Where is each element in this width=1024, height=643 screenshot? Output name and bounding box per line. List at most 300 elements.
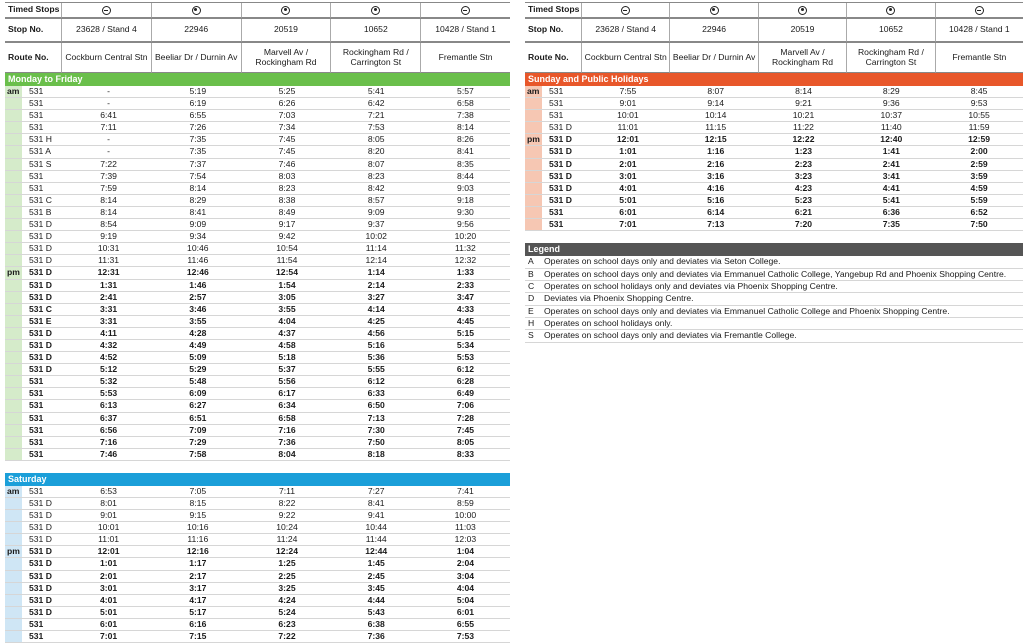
departure-time: 3:46 <box>189 303 207 314</box>
table-row <box>5 243 510 255</box>
departure-time: 7:22 <box>100 158 117 169</box>
departure-time: 8:03 <box>278 170 296 181</box>
period-label: pm <box>7 546 20 557</box>
timed-stops-row <box>525 2 1023 18</box>
stop-number: 23628 / Stand 4 <box>61 19 151 42</box>
route-number: 531 D <box>549 194 572 205</box>
departure-time: 2:04 <box>456 558 475 569</box>
period-label <box>5 98 25 109</box>
period-label <box>5 619 25 630</box>
timed-stop-icon <box>192 6 201 15</box>
legend-text: Operates on school days only and deviates via Emmanuel Catholic College, Yangebup Rd and Phoenix Shopping Centre. <box>544 268 1007 279</box>
stop-icon-cell <box>758 3 846 18</box>
departure-time: 7:06 <box>456 400 475 411</box>
route-number: 531 D <box>549 122 572 133</box>
route-number: 531 E <box>29 315 52 326</box>
departure-time: 7:27 <box>367 485 385 496</box>
stop-icon-cell <box>61 3 151 18</box>
weekday-saturday-panel <box>5 2 510 643</box>
period-label <box>5 159 25 170</box>
legend-title: Legend <box>525 243 1023 256</box>
departure-time: 8:07 <box>367 158 385 169</box>
departure-time: 1:54 <box>278 279 296 290</box>
departure-time: 3:45 <box>367 582 385 593</box>
legend-key: C <box>528 280 535 291</box>
departure-time: 5:16 <box>707 194 725 205</box>
departure-time: 8:20 <box>367 146 385 157</box>
departure-time: 8:49 <box>278 206 296 217</box>
departure-time: 4:28 <box>189 327 207 338</box>
departure-time: 6:55 <box>456 618 475 629</box>
route-number: 531 D <box>29 255 52 266</box>
table-row <box>525 219 1023 231</box>
table-row <box>5 267 510 279</box>
table-row <box>5 146 510 158</box>
period-label <box>5 388 25 399</box>
table-row <box>5 122 510 134</box>
departure-time: 6:27 <box>189 400 207 411</box>
departure-time: 1:16 <box>707 146 725 157</box>
departure-time: 11:14 <box>365 243 387 254</box>
route-number: 531 D <box>29 606 52 617</box>
departure-time: 4:23 <box>794 182 813 193</box>
period-label <box>525 146 545 157</box>
departure-time: - <box>107 86 111 96</box>
departure-time: 5:17 <box>189 606 207 617</box>
stop-no-label: Stop No. <box>5 19 61 42</box>
departure-time: 10:20 <box>454 231 477 242</box>
departure-time: 11:01 <box>98 534 120 545</box>
departure-time: 7:37 <box>189 158 207 169</box>
stop-number: 22946 <box>151 19 241 42</box>
departure-time: 3:55 <box>278 303 296 314</box>
departure-time: 10:01 <box>617 110 639 121</box>
period-label <box>5 328 25 339</box>
departure-time: 4:45 <box>456 315 475 326</box>
table-row <box>5 340 510 352</box>
period-label: pm <box>527 134 540 145</box>
departure-time: 8:23 <box>278 182 296 193</box>
departure-time: 9:01 <box>619 98 637 109</box>
departure-time: 7:38 <box>457 110 474 121</box>
departure-time: 7:58 <box>189 448 207 459</box>
departure-time: 9:36 <box>882 98 900 109</box>
departure-time: 6:01 <box>100 618 118 629</box>
departure-time: 6:58 <box>278 412 296 423</box>
period-label: am <box>7 485 20 496</box>
legend-text: Operates on school days only and deviates via Seton College. <box>544 256 781 267</box>
departure-time: 1:14 <box>367 267 385 278</box>
stop-icon-cell <box>581 3 669 18</box>
departure-time: 4:24 <box>278 594 296 605</box>
table-row <box>5 134 510 146</box>
departure-time: 2:00 <box>970 146 988 157</box>
stop-number: 20519 <box>241 19 331 42</box>
departure-time: 3:01 <box>100 582 118 593</box>
departure-time: 9:17 <box>278 219 296 230</box>
period-label <box>5 134 25 145</box>
table-row <box>5 195 510 207</box>
bus-station-icon <box>621 6 630 15</box>
table-row <box>525 183 1023 195</box>
table-row <box>5 376 510 388</box>
departure-time: 9:34 <box>189 231 207 242</box>
departure-time: 6:42 <box>367 98 385 109</box>
departure-time: 1:01 <box>619 146 637 157</box>
departure-time: 8:18 <box>367 448 385 459</box>
legend-item <box>525 256 1023 268</box>
route-number: 531 <box>29 122 44 133</box>
period-label <box>5 534 25 545</box>
departure-time: 6:01 <box>619 206 637 217</box>
departure-time: 9:30 <box>457 206 474 217</box>
period-label <box>525 122 545 133</box>
departure-time: 10:00 <box>454 510 477 521</box>
period-label <box>5 498 25 509</box>
bus-station-icon <box>461 6 470 15</box>
table-row <box>5 437 510 449</box>
departure-time: 12:31 <box>97 267 120 278</box>
period-label <box>5 195 25 206</box>
section-rows <box>5 486 510 643</box>
table-row <box>5 558 510 570</box>
route-number: 531 <box>549 219 564 230</box>
departure-time: 7:16 <box>100 436 118 447</box>
route-number: 531 D <box>29 279 52 290</box>
departure-time: 5:56 <box>278 376 296 387</box>
timed-stop-icon <box>281 6 290 15</box>
route-number: 531 <box>549 86 564 96</box>
route-number: 531 D <box>549 182 572 193</box>
departure-time: 4:32 <box>100 339 118 350</box>
departure-time: 11:32 <box>454 243 476 254</box>
departure-time: 4:52 <box>100 352 118 363</box>
departure-time: 8:29 <box>189 194 207 205</box>
table-row <box>5 486 510 498</box>
section-rows <box>5 86 510 461</box>
departure-time: 7:13 <box>367 412 385 423</box>
departure-time: 9:37 <box>367 219 385 230</box>
departure-time: 9:03 <box>457 182 474 193</box>
departure-time: 3:05 <box>278 291 296 302</box>
departure-time: 9:21 <box>795 98 812 109</box>
departure-time: 2:16 <box>707 158 725 169</box>
departure-time: 8:23 <box>367 170 385 181</box>
departure-time: 4:17 <box>189 594 207 605</box>
period-label <box>525 219 545 230</box>
departure-time: 4:49 <box>189 339 207 350</box>
departure-time: 7:46 <box>100 448 118 459</box>
departure-time: - <box>107 146 111 157</box>
table-row <box>5 280 510 292</box>
route-number: 531 A <box>29 146 51 157</box>
period-label <box>5 146 25 157</box>
stop-icon-cell <box>151 3 241 18</box>
departure-time: 8:14 <box>457 122 474 133</box>
departure-time: 5:09 <box>189 352 207 363</box>
stop-name: Cockburn Central Stn <box>61 43 151 73</box>
table-row <box>5 425 510 437</box>
departure-time: 9:09 <box>189 219 207 230</box>
table-row <box>5 388 510 400</box>
departure-time: 8:38 <box>278 194 296 205</box>
departure-time: 9:14 <box>707 98 725 109</box>
period-label <box>5 171 25 182</box>
table-row <box>5 364 510 376</box>
departure-time: - <box>107 134 111 145</box>
departure-time: 4:44 <box>367 594 385 605</box>
section-title: Monday to Friday <box>5 73 510 86</box>
period-label <box>525 98 545 109</box>
departure-time: 2:59 <box>970 158 988 169</box>
route-number: 531 D <box>29 231 52 242</box>
departure-time: 7:26 <box>189 122 207 133</box>
departure-time: 7:22 <box>278 631 296 642</box>
departure-time: 6:51 <box>189 412 207 423</box>
departure-time: 7:30 <box>367 424 385 435</box>
departure-time: 6:49 <box>456 388 475 399</box>
departure-time: 10:55 <box>968 110 990 121</box>
departure-time: 8:33 <box>456 448 475 459</box>
period-label <box>5 280 25 291</box>
departure-time: 11:31 <box>98 255 120 266</box>
departure-time: 8:15 <box>189 498 207 508</box>
period-label <box>5 376 25 387</box>
departure-time: 8:57 <box>367 194 385 205</box>
departure-time: 9:42 <box>278 231 296 242</box>
departure-time: 12:15 <box>704 134 727 145</box>
stop-number: 10652 <box>330 19 420 42</box>
departure-time: 7:46 <box>278 158 296 169</box>
route-number: 531 D <box>29 364 52 375</box>
route-number: 531 <box>549 98 564 109</box>
legend-text: Operates on school holidays only. <box>544 318 673 329</box>
departure-time: 1:23 <box>794 146 813 157</box>
departure-time: 4:41 <box>882 182 900 193</box>
stop-name: Fremantle Stn <box>420 43 510 73</box>
route-no-label: Route No. <box>5 43 61 73</box>
period-label: am <box>7 86 20 96</box>
departure-time: 3:41 <box>882 170 900 181</box>
departure-time: 1:04 <box>456 546 475 557</box>
departure-time: 7:01 <box>619 219 637 230</box>
route-number: 531 <box>29 412 44 423</box>
departure-time: 6:21 <box>794 206 813 217</box>
sunday-section <box>525 73 1023 231</box>
departure-time: 12:16 <box>186 546 209 557</box>
legend-item <box>525 330 1023 342</box>
legend-text: Operates on school holidays only and deviates via Phoenix Shopping Centre. <box>544 280 838 291</box>
route-number: 531 D <box>29 510 52 521</box>
departure-time: 2:17 <box>189 570 207 581</box>
period-label <box>5 595 25 606</box>
table-row <box>5 86 510 98</box>
table-row <box>5 607 510 619</box>
departure-time: 12:46 <box>186 267 209 278</box>
section-title: Sunday and Public Holidays <box>525 73 1023 86</box>
departure-time: 12:40 <box>880 134 903 145</box>
departure-time: 5:19 <box>189 86 207 96</box>
departure-time: 10:24 <box>276 522 298 533</box>
departure-time: 7:34 <box>278 122 296 133</box>
table-row <box>5 631 510 643</box>
table-row <box>525 110 1023 122</box>
departure-time: 10:21 <box>792 110 815 121</box>
table-row <box>5 231 510 243</box>
legend-key: H <box>528 318 535 329</box>
departure-time: 6:26 <box>278 98 296 109</box>
departure-time: 8:05 <box>367 134 385 145</box>
legend-key: S <box>528 330 534 341</box>
departure-time: 7:53 <box>367 122 385 133</box>
departure-time: 3:59 <box>970 170 988 181</box>
departure-time: 5:59 <box>970 194 988 205</box>
departure-time: 5:34 <box>456 339 475 350</box>
departure-time: 6:52 <box>970 206 988 217</box>
period-label <box>5 255 25 266</box>
departure-time: 8:44 <box>457 170 474 181</box>
departure-time: 5:01 <box>619 194 637 205</box>
departure-time: 2:33 <box>456 279 475 290</box>
period-label <box>5 122 25 133</box>
table-row <box>5 207 510 219</box>
period-label <box>5 352 25 363</box>
stop-name: Rockingham Rd / Carrington St <box>330 43 420 73</box>
table-row <box>525 122 1023 134</box>
departure-time: 7:01 <box>100 631 118 642</box>
departure-time: 8:14 <box>100 206 117 217</box>
departure-time: 12:01 <box>97 546 120 557</box>
departure-time: 7:50 <box>367 436 385 447</box>
departure-time: 3:23 <box>794 170 813 181</box>
departure-time: 12:03 <box>454 534 477 545</box>
stop-number: 10652 <box>846 19 934 42</box>
departure-time: 5:36 <box>367 352 385 363</box>
departure-time: 8:26 <box>457 134 474 145</box>
period-label <box>5 364 25 375</box>
departure-time: 5:15 <box>456 327 475 338</box>
departure-time: 5:55 <box>367 364 385 375</box>
departure-time: 8:14 <box>100 194 117 205</box>
stop-icon-cell <box>330 3 420 18</box>
route-number: 531 D <box>29 594 52 605</box>
route-number: 531 D <box>549 170 572 181</box>
route-number: 531 <box>29 182 44 193</box>
period-label <box>5 631 25 642</box>
departure-time: 9:19 <box>100 231 117 242</box>
stop-icon-cell <box>935 3 1023 18</box>
route-number: 531 <box>29 485 44 496</box>
departure-time: 11:46 <box>187 255 209 266</box>
departure-time: 3:27 <box>367 291 385 302</box>
table-row <box>5 534 510 546</box>
legend <box>525 243 1023 343</box>
departure-time: 6:55 <box>189 110 207 121</box>
departure-time: 7:53 <box>456 631 475 642</box>
route-number: 531 D <box>29 267 52 278</box>
departure-time: 7:09 <box>189 424 207 435</box>
departure-time: 2:14 <box>367 279 385 290</box>
bus-station-icon <box>975 6 984 15</box>
route-number: 531 D <box>29 582 52 593</box>
departure-time: 1:41 <box>882 146 900 157</box>
table-row <box>5 583 510 595</box>
departure-time: 6:38 <box>367 618 385 629</box>
table-row <box>5 498 510 510</box>
route-number: 531 <box>549 110 564 121</box>
stop-name: Marvell Av / Rockingham Rd <box>241 43 331 73</box>
departure-time: 5:24 <box>278 606 296 617</box>
route-number: 531 D <box>549 158 572 169</box>
departure-time: 6:41 <box>100 110 117 121</box>
table-row <box>525 207 1023 219</box>
table-row <box>5 183 510 195</box>
departure-time: 8:14 <box>795 86 812 96</box>
departure-time: 6:53 <box>100 485 117 496</box>
departure-time: 5:29 <box>189 364 207 375</box>
departure-time: 6:17 <box>278 388 296 399</box>
departure-time: 11:01 <box>617 122 639 133</box>
stop-icon-cell <box>420 3 510 18</box>
departure-time: 5:53 <box>100 388 118 399</box>
stop-name: Marvell Av / Rockingham Rd <box>758 43 846 73</box>
table-row <box>5 449 510 461</box>
departure-time: 8:05 <box>456 436 475 447</box>
route-number: 531 D <box>29 522 52 533</box>
period-label <box>5 510 25 521</box>
departure-time: 8:07 <box>707 86 725 96</box>
departure-time: 11:24 <box>276 534 298 545</box>
legend-item <box>525 281 1023 293</box>
departure-time: 8:01 <box>100 498 117 508</box>
route-number: 531 D <box>29 570 52 581</box>
departure-time: 4:01 <box>619 182 637 193</box>
departure-time: 7:13 <box>707 219 725 230</box>
departure-time: 6:13 <box>100 400 118 411</box>
stop-icon-cell <box>241 3 331 18</box>
departure-time: 10:31 <box>97 243 120 254</box>
period-label <box>5 558 25 569</box>
period-label <box>5 316 25 327</box>
departure-time: 7:20 <box>794 219 813 230</box>
departure-time: 4:04 <box>278 315 296 326</box>
departure-time: 8:59 <box>457 498 474 508</box>
route-no-row <box>525 42 1023 73</box>
period-label <box>5 219 25 230</box>
departure-time: 7:15 <box>189 631 207 642</box>
timetable-header <box>525 2 1023 73</box>
table-row <box>5 413 510 425</box>
departure-time: 5:18 <box>278 352 296 363</box>
period-label: am <box>527 86 540 96</box>
departure-time: 2:57 <box>189 291 207 302</box>
stop-number: 20519 <box>758 19 846 42</box>
departure-time: 7:45 <box>456 424 475 435</box>
departure-time: 7:21 <box>367 110 385 121</box>
departure-time: 7:16 <box>278 424 296 435</box>
departure-time: 12:54 <box>276 267 298 278</box>
route-number: 531 <box>29 170 44 181</box>
departure-time: 4:59 <box>970 182 988 193</box>
departure-time: 12:32 <box>454 255 477 266</box>
departure-time: 10:14 <box>704 110 727 121</box>
departure-time: 1:31 <box>100 279 118 290</box>
departure-time: 9:01 <box>100 510 117 521</box>
stop-no-label: Stop No. <box>525 19 581 42</box>
timetable-header <box>5 2 510 73</box>
stop-no-row <box>525 18 1023 42</box>
departure-time: 6:33 <box>367 388 385 399</box>
